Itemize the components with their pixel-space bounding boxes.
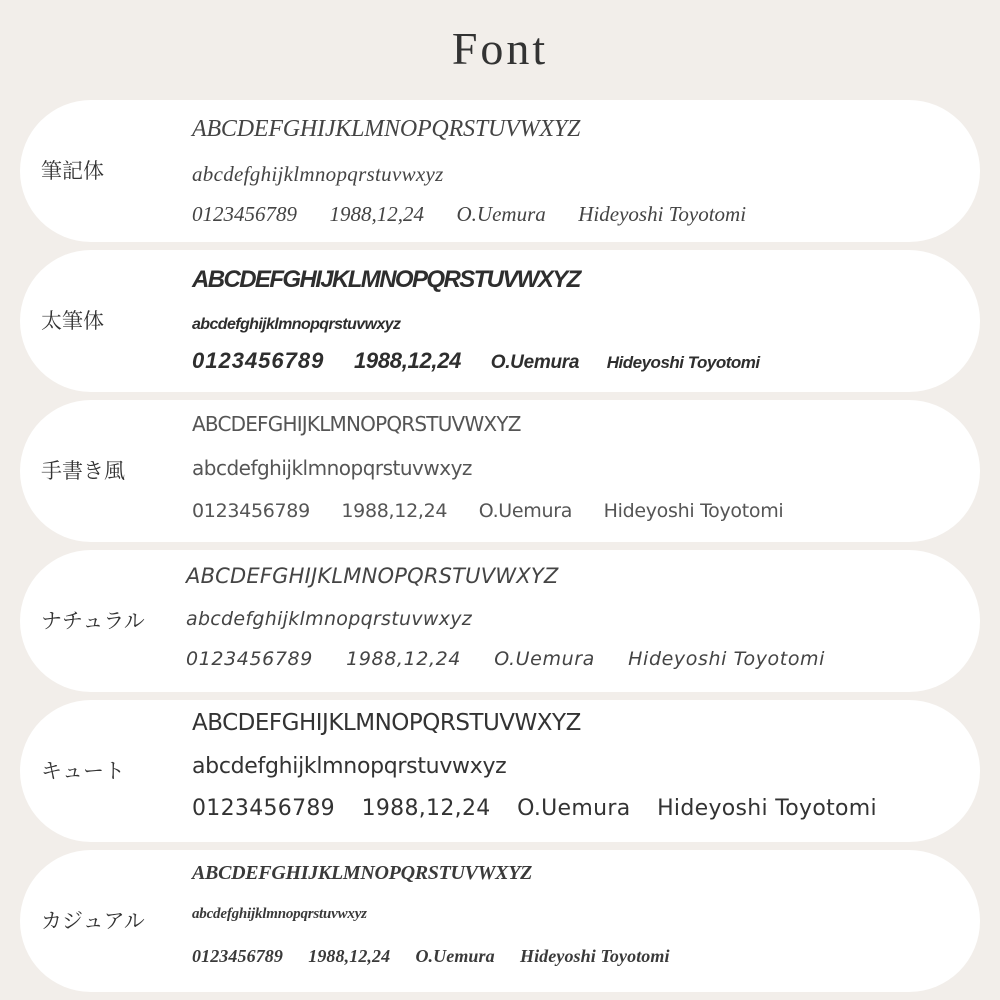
name-sample: O.Uemura xyxy=(517,796,631,821)
numbers-names-sample xyxy=(192,500,783,522)
full-name-sample: Hideyoshi Toyotomi xyxy=(603,500,784,522)
date-sample: 1988,12,24 xyxy=(361,796,491,821)
date-sample: 1988,12,24 xyxy=(353,348,462,373)
full-name-sample: Hideyoshi Toyotomi xyxy=(628,648,826,670)
uppercase-sample: ABCDEFGHIJKLMNOPQRSTUVWXYZ xyxy=(186,564,559,588)
digits-sample: 0123456789 xyxy=(192,202,297,226)
digits-sample: 0123456789 xyxy=(192,500,310,522)
page-title: Font xyxy=(451,23,549,74)
numbers-names-sample xyxy=(192,796,877,821)
numbers-names-sample xyxy=(192,946,670,967)
name-sample: O.Uemura xyxy=(478,500,573,522)
digits-sample: 0123456789 xyxy=(186,648,313,670)
lowercase-sample: abcdefghijklmnopqrstuvwxyz xyxy=(192,162,444,186)
digits-sample: 0123456789 xyxy=(192,348,325,373)
lowercase-sample: abcdefghijklmnopqrstuvwxyz xyxy=(192,754,507,779)
full-name-sample: Hideyoshi Toyotomi xyxy=(578,202,747,226)
uppercase-sample: ABCDEFGHIJKLMNOPQRSTUVWXYZ xyxy=(192,862,533,884)
numbers-names-sample xyxy=(186,648,825,670)
date-sample: 1988,12,24 xyxy=(329,202,424,226)
full-name-sample: Hideyoshi Toyotomi xyxy=(606,353,760,372)
uppercase-sample: ABCDEFGHIJKLMNOPQRSTUVWXYZ xyxy=(192,710,581,736)
full-name-sample: Hideyoshi Toyotomi xyxy=(657,796,877,821)
date-sample: 1988,12,24 xyxy=(341,500,448,522)
font-card-script xyxy=(20,100,980,242)
font-label: 手書き風 xyxy=(41,459,125,483)
lowercase-sample: abcdefghijklmnopqrstuvwxyz xyxy=(192,316,401,333)
font-label: キュート xyxy=(41,759,125,783)
font-card-handwriting xyxy=(20,400,980,542)
uppercase-sample: ABCDEFGHIJKLMNOPQRSTUVWXYZ xyxy=(192,116,581,142)
digits-sample: 0123456789 xyxy=(192,796,335,821)
uppercase-sample: ABCDEFGHIJKLMNOPQRSTUVWXYZ xyxy=(192,412,521,436)
font-card-casual xyxy=(20,850,980,992)
uppercase-sample: ABCDEFGHIJKLMNOPQRSTUVWXYZ xyxy=(192,266,580,293)
name-sample: O.Uemura xyxy=(494,648,595,670)
font-label: カジュアル xyxy=(41,909,145,933)
numbers-names-sample xyxy=(192,202,746,227)
name-sample: O.Uemura xyxy=(490,352,580,373)
name-sample: O.Uemura xyxy=(415,946,495,966)
font-label: ナチュラル xyxy=(41,609,145,633)
name-sample: O.Uemura xyxy=(456,202,546,226)
lowercase-sample: abcdefghijklmnopqrstuvwxyz xyxy=(192,906,367,922)
numbers-names-sample xyxy=(192,348,760,374)
full-name-sample: Hideyoshi Toyotomi xyxy=(519,946,670,966)
font-card-cute xyxy=(20,700,980,842)
lowercase-sample: abcdefghijklmnopqrstuvwxyz xyxy=(186,608,473,630)
font-card-natural xyxy=(20,550,980,692)
date-sample: 1988,12,24 xyxy=(346,648,461,670)
lowercase-sample: abcdefghijklmnopqrstuvwxyz xyxy=(192,456,472,480)
date-sample: 1988,12,24 xyxy=(308,946,391,966)
font-label: 筆記体 xyxy=(41,159,104,183)
font-card-brush xyxy=(20,250,980,392)
font-label: 太筆体 xyxy=(41,309,104,333)
digits-sample: 0123456789 xyxy=(192,946,283,966)
